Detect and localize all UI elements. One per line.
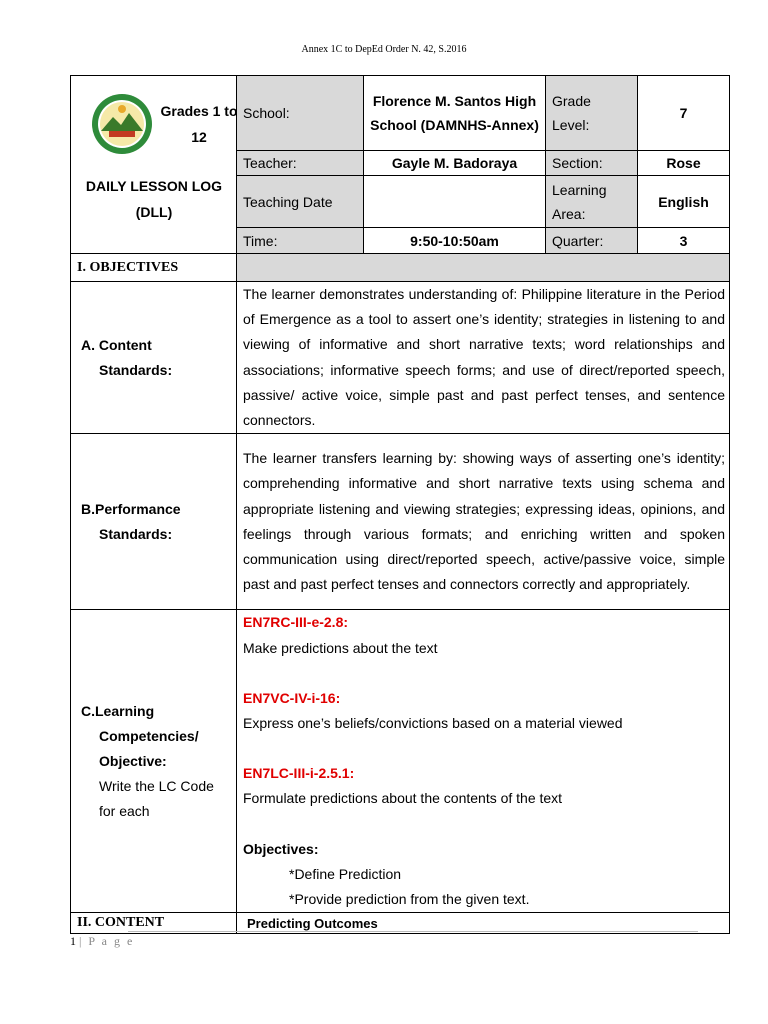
lc-code-2: EN7VC-IV-i-16:: [243, 689, 341, 706]
quarter-label: Quarter:: [546, 228, 638, 254]
quarter-value: 3: [638, 228, 730, 254]
grade-level-label: Grade Level:: [546, 76, 638, 151]
lc-code-3: EN7LC-III-i-2.5.1:: [243, 765, 355, 782]
content-standards-text: The learner demonstrates understanding of: Philippine literature in the Period of Emergence as a tool to assert one’s identity; strategies in listening to and viewing of informative and short narrative texts; word relationships and associations; informative speech forms; and use of direct/reported speech, passive/ active voice, simple past and past perfect tenses, and sentence connectors.: [237, 282, 730, 434]
objectives-heading: I. OBJECTIVES: [71, 254, 237, 282]
teacher-label: Teacher:: [237, 151, 364, 176]
daily-lesson-log-title: DAILY LESSON LOG (DLL): [85, 178, 223, 220]
logo-cell: [71, 76, 237, 254]
school-seal-logo: [91, 93, 153, 155]
objective-item-1: *Define Prediction: [289, 865, 402, 882]
page-footer: [70, 934, 134, 949]
content-value: Predicting Outcomes: [237, 913, 730, 934]
objectives-table: [70, 253, 730, 934]
learning-competencies-label: C.Learning Competencies/ Objective: Write the LC Code for each: [71, 610, 237, 913]
page-word: | P a g e: [79, 934, 135, 948]
header-table: [70, 75, 730, 254]
objectives-subheading: Objectives:: [243, 840, 319, 857]
section-label: Section:: [546, 151, 638, 176]
section-value: Rose: [638, 151, 730, 176]
lc-code-1: EN7RC-III-e-2.8:: [243, 614, 349, 631]
content-heading: II. CONTENT: [71, 913, 237, 934]
learning-area-value: English: [638, 176, 730, 228]
time-value: 9:50-10:50am: [364, 228, 546, 254]
performance-standards-text: The learner transfers learning by: showing ways of asserting one’s identity; comprehending informative and short narrative texts using schema and appropriate listening and viewing strategies; expressing ideas, opinions, and feelings through various formats; and enriching written and spoken communication using direct/reported speech, active/passive voice, simple past and past perfect tenses and connectors correctly and appropriately.: [237, 434, 730, 610]
performance-standards-label: B.Performance Standards:: [71, 434, 237, 610]
school-label: School:: [237, 76, 364, 151]
teaching-date-label: Teaching Date: [237, 176, 364, 228]
teacher-value: Gayle M. Badoraya: [364, 151, 546, 176]
lc-text-1: Make predictions about the text: [243, 639, 438, 656]
grade-level-value: 7: [638, 76, 730, 151]
objectives-heading-fill: [237, 254, 730, 282]
lc-text-3: Formulate predictions about the contents of the text: [243, 790, 563, 807]
objective-item-2: *Provide prediction from the given text.: [289, 890, 530, 907]
content-standards-label: A. Content Standards:: [71, 282, 237, 434]
grades-label: Grades 1 to 12: [160, 103, 238, 145]
annex-reference: Annex 1C to DepEd Order N. 42, S.2016: [301, 44, 467, 55]
teaching-date-value: [364, 176, 546, 228]
footer-rule: [128, 931, 698, 932]
learning-area-label: Learning Area:: [546, 176, 638, 228]
school-value: Florence M. Santos High School (DAMNHS-Annex): [364, 76, 546, 151]
time-label: Time:: [237, 228, 364, 254]
lc-text-2: Express one’s beliefs/convictions based on a material viewed: [243, 714, 623, 731]
page-number: 1: [70, 934, 76, 948]
learning-competencies-content: [237, 610, 730, 913]
